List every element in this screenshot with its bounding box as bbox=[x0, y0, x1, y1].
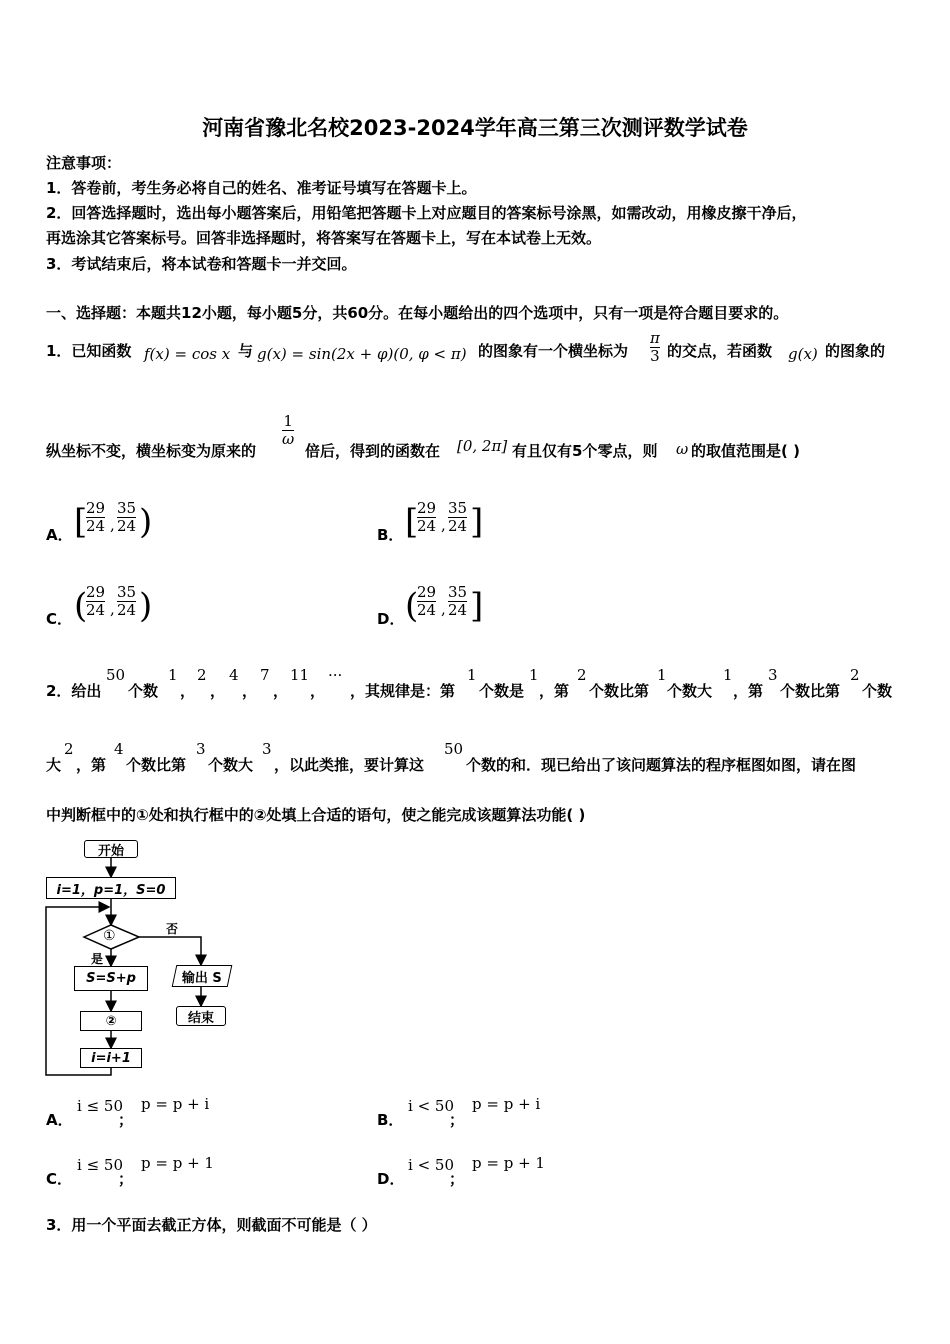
q2-text: ， bbox=[180, 682, 196, 700]
numerator: 29 bbox=[86, 499, 106, 517]
q2-text: 个数是 bbox=[479, 682, 525, 700]
q2-num: 1 bbox=[168, 666, 178, 684]
q2-num: 1 bbox=[467, 666, 477, 684]
option-separator: ； bbox=[449, 1170, 465, 1188]
flow-condition-label: ① bbox=[103, 928, 116, 944]
option-label: B． bbox=[377, 1111, 404, 1129]
q1-text-5: 倍后，得到的函数在 bbox=[305, 442, 441, 460]
option-expression: p = p + i bbox=[141, 1095, 210, 1113]
q2-text: 个数比第 bbox=[780, 682, 841, 700]
q2-text: ，第 bbox=[76, 756, 107, 774]
q2-num: 1 bbox=[529, 666, 539, 684]
notice-item-2a: 2．回答选择题时，选出每小题答案后，用铅笔把答题卡上对应题目的答案标号涂黑，如需改动，用橡皮擦干净后， bbox=[46, 204, 807, 222]
q1-f-formula: f(x) = cos x bbox=[144, 345, 231, 363]
q2-num: 2 bbox=[850, 666, 860, 684]
flow-output-label: 输出 S bbox=[182, 970, 222, 986]
option-separator: ； bbox=[118, 1170, 134, 1188]
q2-num: 2 bbox=[577, 666, 587, 684]
comma: , bbox=[110, 516, 115, 534]
denominator: 24 bbox=[117, 601, 137, 619]
comma: , bbox=[441, 516, 446, 534]
comma: , bbox=[441, 600, 446, 618]
numerator: 35 bbox=[117, 583, 137, 601]
option-label: D． bbox=[377, 1170, 405, 1188]
option-label: A． bbox=[46, 526, 73, 544]
q1-text-3: 的图象的 bbox=[825, 342, 886, 360]
denominator: 24 bbox=[417, 517, 437, 535]
left-bracket: ( bbox=[405, 586, 419, 626]
q2-text: 个数比第 bbox=[126, 756, 187, 774]
left-bracket: [ bbox=[74, 502, 88, 542]
option-label: C． bbox=[46, 1170, 73, 1188]
q1-pi: π bbox=[650, 329, 660, 347]
q2-text: ， bbox=[273, 682, 289, 700]
q2-text: ， bbox=[210, 682, 226, 700]
denominator: 24 bbox=[417, 601, 437, 619]
option-condition: i ≤ 50 bbox=[77, 1097, 123, 1115]
q2-num: ··· bbox=[328, 666, 343, 684]
q2-text: 个数 bbox=[862, 682, 893, 700]
left-bracket: ( bbox=[74, 586, 88, 626]
left-bracket: [ bbox=[405, 502, 419, 542]
q2-text: 大 bbox=[46, 756, 62, 774]
right-bracket: ] bbox=[470, 586, 484, 626]
q2-num: 7 bbox=[260, 666, 270, 684]
right-bracket: ) bbox=[139, 502, 153, 542]
right-bracket: ] bbox=[470, 502, 484, 542]
q3-text: 3．用一个平面去截正方体，则截面不可能是（ ） bbox=[46, 1216, 377, 1234]
q2-text: ，第 bbox=[733, 682, 764, 700]
option-condition: i < 50 bbox=[408, 1156, 454, 1174]
q2-num: 50 bbox=[444, 740, 464, 758]
option-label: D． bbox=[377, 610, 405, 628]
q2-text: 个数大 bbox=[208, 756, 254, 774]
numerator: 35 bbox=[117, 499, 137, 517]
q2-text: ，以此类推，要计算这 bbox=[274, 756, 425, 774]
q1-g-formula: g(x) = sin(2x + φ)(0, φ < π) bbox=[257, 345, 467, 363]
flow-start: 开始 bbox=[84, 840, 138, 858]
q2-num: 1 bbox=[723, 666, 733, 684]
flow-output bbox=[172, 965, 233, 987]
q1-text-4: 纵坐标不变，横坐标变为原来的 bbox=[46, 442, 257, 460]
numerator: 29 bbox=[417, 499, 437, 517]
q2-num: 3 bbox=[768, 666, 778, 684]
q2-text: 个数大 bbox=[667, 682, 713, 700]
q2-num: 2 bbox=[197, 666, 207, 684]
q1-one: 1 bbox=[283, 412, 293, 430]
q2-text: 个数比第 bbox=[589, 682, 650, 700]
denominator: 24 bbox=[448, 517, 468, 535]
q1-text-2: 的交点，若函数 bbox=[667, 342, 773, 360]
q2-text: ，第 bbox=[539, 682, 570, 700]
q2-text: ，其规律是：第 bbox=[350, 682, 456, 700]
option-separator: ； bbox=[118, 1111, 134, 1129]
q2-text: ， bbox=[310, 682, 326, 700]
option-label: B． bbox=[377, 526, 404, 544]
notice-heading: 注意事项： bbox=[46, 154, 122, 172]
denominator: 24 bbox=[117, 517, 137, 535]
denominator: 24 bbox=[448, 601, 468, 619]
q1-number: 1．已知函数 bbox=[46, 342, 132, 360]
q2-num: 2 bbox=[64, 740, 74, 758]
q2-num: 50 bbox=[106, 666, 126, 684]
notice-item-1: 1．答卷前，考生务必将自己的姓名、准考证号填写在答题卡上。 bbox=[46, 179, 477, 197]
option-separator: ； bbox=[449, 1111, 465, 1129]
comma: , bbox=[110, 600, 115, 618]
q1-gx: g(x) bbox=[788, 345, 818, 363]
denominator: 24 bbox=[86, 517, 106, 535]
q1-text-7: 的取值范围是( ) bbox=[691, 442, 800, 460]
q2-text: 个数的和．现已给出了该问题算法的程序框图如图，请在图 bbox=[466, 756, 857, 774]
notice-item-3: 3．考试结束后，将本试卷和答题卡一并交回。 bbox=[46, 255, 357, 273]
numerator: 29 bbox=[86, 583, 106, 601]
q1-text-1: 的图象有一个横坐标为 bbox=[478, 342, 629, 360]
q2-num: 11 bbox=[290, 666, 310, 684]
notice-item-2b: 再选涂其它答案标号。回答非选择题时，将答案写在答题卡上，写在本试卷上无效。 bbox=[46, 229, 602, 247]
section-heading: 一、选择题：本题共12小题，每小题5分，共60分。在每小题给出的四个选项中，只有一项是符合题目要求的。 bbox=[46, 304, 789, 322]
q2-line-3: 中判断框中的①处和执行框中的②处填上合适的语句，使之能完成该题算法功能( ) bbox=[46, 806, 586, 824]
numerator: 35 bbox=[448, 499, 468, 517]
page-title: 河南省豫北名校2023-2024学年高三第三次测评数学试卷 bbox=[202, 116, 748, 140]
q2-num: 1 bbox=[657, 666, 667, 684]
option-condition: i ≤ 50 bbox=[77, 1156, 123, 1174]
right-bracket: ) bbox=[139, 586, 153, 626]
q1-three: 3 bbox=[650, 347, 660, 365]
flow-sum: S=S+p bbox=[74, 966, 148, 991]
q2-num: 4 bbox=[229, 666, 239, 684]
option-label: A． bbox=[46, 1111, 73, 1129]
option-expression: p = p + 1 bbox=[141, 1154, 214, 1172]
numerator: 29 bbox=[417, 583, 437, 601]
q2-text: ， bbox=[242, 682, 258, 700]
q1-interval: [0, 2π] bbox=[457, 437, 508, 455]
option-label: C． bbox=[46, 610, 73, 628]
q2-num: 4 bbox=[114, 740, 124, 758]
q2-num: 3 bbox=[262, 740, 272, 758]
q1-omega: ω bbox=[282, 430, 295, 448]
option-expression: p = p + i bbox=[472, 1095, 541, 1113]
q1-text-and: 与 bbox=[238, 342, 254, 360]
flow-step-2: ② bbox=[80, 1011, 142, 1031]
option-expression: p = p + 1 bbox=[472, 1154, 545, 1172]
flow-increment: i=i+1 bbox=[80, 1048, 142, 1068]
denominator: 24 bbox=[86, 601, 106, 619]
option-condition: i < 50 bbox=[408, 1097, 454, 1115]
q2-num: 3 bbox=[196, 740, 206, 758]
arrow-cond-output bbox=[139, 937, 201, 965]
q2-text: 2．给出 bbox=[46, 682, 102, 700]
q2-text: 个数 bbox=[128, 682, 159, 700]
numerator: 35 bbox=[448, 583, 468, 601]
q1-text-6: 有且仅有5个零点，则 bbox=[512, 442, 658, 460]
flow-end: 结束 bbox=[176, 1006, 226, 1026]
flow-yes-label: 是 bbox=[91, 952, 104, 966]
flow-no-label: 否 bbox=[166, 922, 179, 936]
q1-omega-2: ω bbox=[676, 440, 689, 458]
flow-init: i=1，p=1，S=0 bbox=[46, 877, 176, 899]
